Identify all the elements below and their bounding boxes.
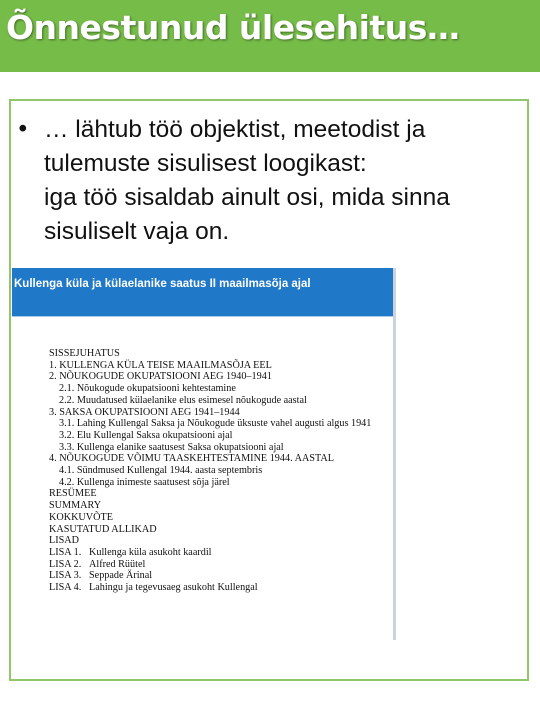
toc-entry: KASUTATUD ALLIKAD <box>49 523 157 535</box>
toc-entry: 3.3. Kullenga elanike saatusest Saksa okupatsiooni ajal <box>59 441 284 453</box>
document-title: Kullenga küla ja külaelanike saatus II maailmasõja ajal <box>14 278 311 290</box>
table-of-contents <box>49 348 389 594</box>
toc-entry: KOKKUVÕTE <box>49 511 113 523</box>
appendix-title: Lahingu ja tegevusaeg asukoht Kullengal <box>89 582 258 594</box>
bullet-line: sisuliselt vaja on. <box>44 218 230 245</box>
bullet-marker: • <box>16 117 30 143</box>
toc-entry: 2. NÕUKOGUDE OKUPATSIOONI AEG 1940–1941 <box>49 371 272 383</box>
toc-entry: SUMMARY <box>49 500 102 512</box>
toc-entry: 4.1. Sündmused Kullengal 1944. aasta septembris <box>59 465 263 477</box>
appendix-number: LISA 2. <box>49 558 82 570</box>
bullet-line: … lähtub töö objektist, meetodist ja <box>44 116 426 143</box>
document-edge <box>393 268 396 640</box>
toc-appendix-entry <box>49 559 389 571</box>
toc-entry: 1. KULLENGA KÜLA TEISE MAAILMASÕJA EEL <box>49 359 272 371</box>
appendix-title: Alfred Rüütel <box>89 558 146 570</box>
bullet-text <box>44 113 524 249</box>
toc-entry: SISSEJUHATUS <box>49 348 120 359</box>
toc-entry: 4. NÕUKOGUDE VÕIMU TAASKEHTESTAMINE 1944. AASTAL <box>49 453 334 465</box>
appendix-number: LISA 4. <box>49 582 82 594</box>
toc-entry: RESÜMEE <box>49 488 97 500</box>
toc-entry: 3.2. Elu Kullengal Saksa okupatsiooni ajal <box>59 429 233 441</box>
toc-appendix-entry <box>49 547 389 559</box>
title-bar <box>0 0 540 72</box>
appendix-title: Seppade Ärinal <box>89 570 153 582</box>
toc-appendix-entry <box>49 570 389 582</box>
toc-entry: 2.1. Nõukogude okupatsiooni kehtestamine <box>59 383 236 395</box>
bullet-line: tulemuste sisulisest loogikast: <box>44 150 367 177</box>
toc-entry: 2.2. Muudatused külaelanike elus esimesel nõukogude aastal <box>59 394 307 406</box>
toc-appendix-entry <box>49 582 389 594</box>
document-screenshot <box>12 268 396 640</box>
toc-main-list <box>49 348 389 547</box>
toc-entry: 3.1. Lahing Kullengal Saksa ja Nõukogude üksuste vahel augusti algus 1941 <box>59 418 372 430</box>
toc-appendix-list <box>49 547 389 594</box>
slide-title: Õnnestunud ülesehitus… <box>6 8 460 47</box>
toc-entry: 4.2. Kullenga inimeste saatusest sõja järel <box>59 476 230 488</box>
toc-entry: LISAD <box>49 535 79 547</box>
toc-entry: 3. SAKSA OKUPATSIOONI AEG 1941–1944 <box>49 406 240 418</box>
appendix-title: Kullenga küla asukoht kaardil <box>89 546 212 558</box>
appendix-number: LISA 1. <box>49 546 82 558</box>
bullet-line: iga töö sisaldab ainult osi, mida sinna <box>44 184 450 211</box>
appendix-number: LISA 3. <box>49 570 82 582</box>
document-header <box>12 268 396 317</box>
